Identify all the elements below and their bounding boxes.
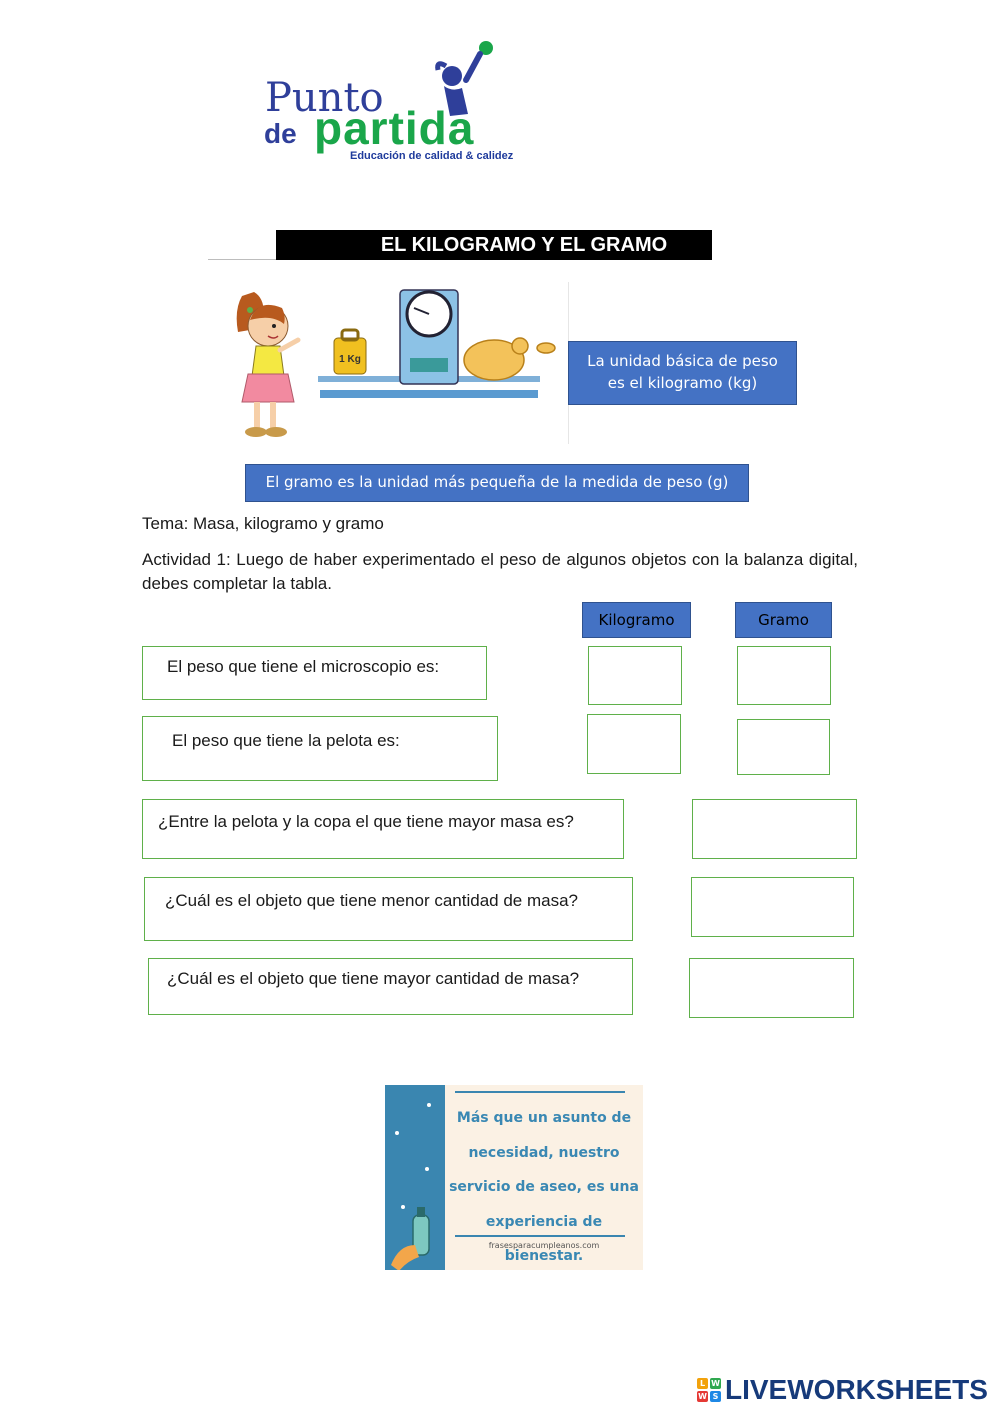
kilogram-info-line-1: La unidad básica de peso bbox=[587, 352, 778, 371]
spray-bottle-icon bbox=[385, 1205, 445, 1270]
question-text: El peso que tiene el microscopio es: bbox=[167, 657, 440, 676]
logo-tagline: Educación de calidad & calidez bbox=[350, 150, 514, 162]
answer-field-microscope-kilogramo[interactable] bbox=[588, 646, 682, 705]
card-quote-line: servicio de aseo, es una bbox=[449, 1179, 639, 1195]
question-text: ¿Cuál es el objeto que tiene mayor cantidad de masa? bbox=[167, 969, 580, 988]
page-title: EL KILOGRAMO Y EL GRAMO bbox=[276, 230, 712, 260]
kilogram-info-box bbox=[568, 341, 797, 405]
logo-word-de: de bbox=[264, 118, 297, 149]
card-side-panel bbox=[385, 1085, 445, 1270]
answer-field-ball-kilogramo[interactable] bbox=[587, 714, 681, 774]
question-box-microscope bbox=[142, 646, 487, 700]
logo-word-punto: Punto bbox=[265, 75, 384, 121]
question-box-least-mass bbox=[144, 877, 633, 941]
girl-icon bbox=[237, 292, 298, 437]
logo-word-partida: partida bbox=[314, 102, 475, 154]
question-box-most-mass bbox=[148, 958, 633, 1015]
column-header-gramo: Gramo bbox=[735, 602, 832, 638]
card-quote-line: experiencia de bienestar. bbox=[485, 1213, 603, 1264]
answer-field-ball-vs-cup[interactable] bbox=[692, 799, 857, 859]
girl-scale-illustration bbox=[228, 280, 568, 445]
column-header-kilogramo: Kilogramo bbox=[582, 602, 691, 638]
card-source-url: frasesparacumpleanos.com bbox=[488, 1241, 600, 1250]
question-text: El peso que tiene la pelota es: bbox=[172, 731, 400, 750]
answer-field-microscope-gramo[interactable] bbox=[737, 646, 831, 705]
topic-text: Tema: Masa, kilogramo y gramo bbox=[142, 514, 384, 533]
question-text: ¿Cuál es el objeto que tiene menor cantidad de masa? bbox=[165, 891, 578, 910]
answer-field-least-mass[interactable] bbox=[691, 877, 854, 937]
watermark-text: LIVEWORKSHEETS bbox=[725, 1374, 988, 1405]
card-quote-line: Más que un asunto de bbox=[456, 1110, 632, 1126]
quote-card-image bbox=[385, 1085, 643, 1270]
answer-field-most-mass[interactable] bbox=[689, 958, 854, 1018]
logo bbox=[262, 40, 562, 165]
weight-label: 1 Kg bbox=[339, 354, 361, 365]
question-text: ¿Entre la pelota y la copa el que tiene mayor masa es? bbox=[158, 812, 574, 831]
kilogram-info-line-2: es el kilogramo (kg) bbox=[607, 374, 758, 392]
card-quote-line: necesidad, nuestro bbox=[468, 1144, 620, 1161]
question-box-ball bbox=[142, 716, 498, 781]
liveworksheets-watermark bbox=[697, 1376, 988, 1404]
activity-instructions: Actividad 1: Luego de haber experimentado el peso de algunos objetos con la balanza digital, debes completar la tabla. bbox=[142, 550, 858, 593]
question-box-ball-vs-cup bbox=[142, 799, 624, 859]
scale-icon bbox=[318, 290, 555, 398]
gram-info-box: El gramo es la unidad más pequeña de la medida de peso (g) bbox=[245, 464, 749, 502]
liveworksheets-logo-icon: L W W S bbox=[698, 1379, 720, 1401]
answer-field-ball-gramo[interactable] bbox=[737, 719, 830, 775]
